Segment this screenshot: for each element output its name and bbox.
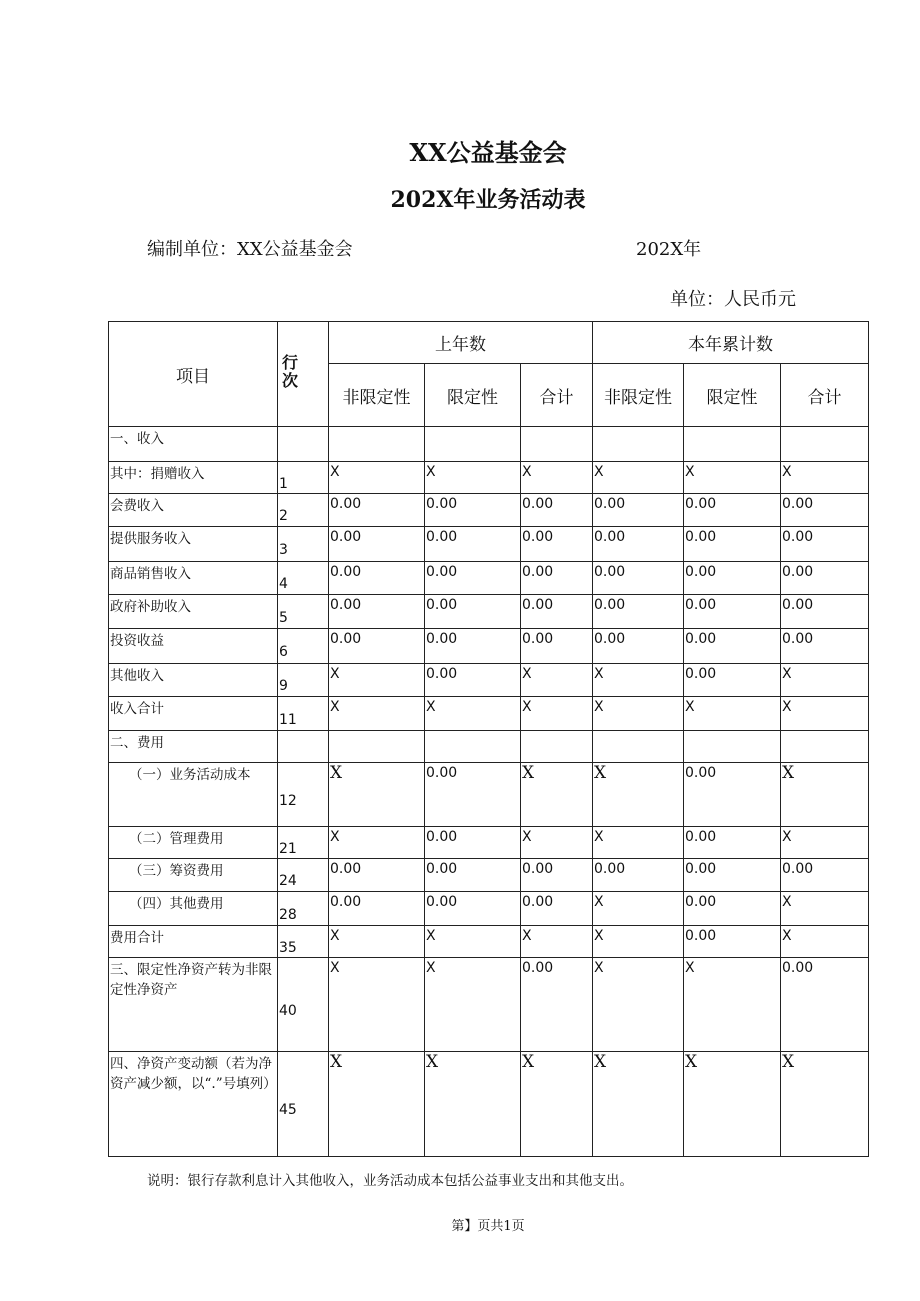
- header-row-no: [278, 322, 329, 427]
- table-row: [109, 629, 869, 664]
- value-cell: 0.00: [593, 494, 684, 527]
- value-cell: X: [425, 926, 521, 958]
- table-row: [109, 926, 869, 958]
- value-cell: 0.00: [593, 629, 684, 664]
- row-item-label: 会费收入: [109, 494, 278, 527]
- value-cell: X: [425, 1052, 521, 1157]
- row-item-label: 其中：捐赠收入: [109, 462, 278, 494]
- row-number: 24: [278, 859, 329, 892]
- value-cell: [329, 427, 425, 462]
- value-cell: X: [781, 827, 869, 859]
- value-cell: 0.00: [425, 892, 521, 926]
- header-prior-restricted: 限定性: [425, 364, 521, 427]
- report-title: 202X年业务活动表: [390, 187, 586, 213]
- value-cell: 0.00: [684, 763, 781, 827]
- value-cell: X: [593, 763, 684, 827]
- value-cell: X: [781, 763, 869, 827]
- row-item-label: 政府补助收入: [109, 595, 278, 629]
- table-row: [109, 859, 869, 892]
- value-cell: 0.00: [425, 859, 521, 892]
- value-cell: 0.00: [425, 527, 521, 562]
- value-cell: 0.00: [425, 595, 521, 629]
- value-cell: X: [781, 1052, 869, 1157]
- value-cell: X: [521, 827, 593, 859]
- value-cell: 0.00: [593, 859, 684, 892]
- value-cell: 0.00: [593, 595, 684, 629]
- row-number: 2: [278, 494, 329, 527]
- header-current-total: 合计: [781, 364, 869, 427]
- row-item-label: 其他收入: [109, 664, 278, 697]
- row-item-label: 投资收益: [109, 629, 278, 664]
- value-cell: 0.00: [425, 827, 521, 859]
- value-cell: 0.00: [521, 958, 593, 1052]
- value-cell: [684, 731, 781, 763]
- header-prior-unrestricted: 非限定性: [329, 364, 425, 427]
- value-cell: X: [593, 958, 684, 1052]
- value-cell: [684, 427, 781, 462]
- value-cell: 0.00: [425, 664, 521, 697]
- row-number: 45: [278, 1052, 329, 1157]
- value-cell: X: [329, 664, 425, 697]
- value-cell: X: [781, 697, 869, 731]
- table-row: [109, 731, 869, 763]
- value-cell: 0.00: [781, 629, 869, 664]
- row-item-label: （二）管理费用: [109, 827, 278, 859]
- header-item: 项目: [109, 322, 278, 427]
- value-cell: X: [521, 664, 593, 697]
- value-cell: X: [593, 1052, 684, 1157]
- value-cell: X: [684, 697, 781, 731]
- value-cell: 0.00: [329, 527, 425, 562]
- value-cell: 0.00: [329, 629, 425, 664]
- value-cell: X: [329, 1052, 425, 1157]
- value-cell: 0.00: [781, 562, 869, 595]
- value-cell: X: [684, 958, 781, 1052]
- table-row: [109, 892, 869, 926]
- value-cell: 0.00: [781, 527, 869, 562]
- value-cell: [425, 731, 521, 763]
- row-number: 5: [278, 595, 329, 629]
- activity-table: [108, 321, 869, 1157]
- header-current-restricted: 限定性: [684, 364, 781, 427]
- value-cell: 0.00: [684, 827, 781, 859]
- value-cell: 0.00: [593, 562, 684, 595]
- table-row: [109, 494, 869, 527]
- value-cell: X: [521, 697, 593, 731]
- value-cell: 0.00: [684, 664, 781, 697]
- value-cell: X: [329, 958, 425, 1052]
- row-item-label: 一、收入: [109, 427, 278, 462]
- value-cell: X: [329, 462, 425, 494]
- value-cell: 0.00: [781, 494, 869, 527]
- value-cell: [593, 427, 684, 462]
- value-cell: 0.00: [684, 859, 781, 892]
- row-number: 35: [278, 926, 329, 958]
- header-current-year: 本年累计数: [593, 322, 869, 364]
- value-cell: 0.00: [329, 859, 425, 892]
- value-cell: 0.00: [781, 595, 869, 629]
- value-cell: X: [781, 926, 869, 958]
- value-cell: 0.00: [684, 527, 781, 562]
- value-cell: 0.00: [684, 926, 781, 958]
- value-cell: 0.00: [521, 892, 593, 926]
- value-cell: X: [593, 892, 684, 926]
- value-cell: X: [593, 926, 684, 958]
- value-cell: X: [425, 697, 521, 731]
- value-cell: 0.00: [329, 494, 425, 527]
- row-item-label: 收入合计: [109, 697, 278, 731]
- value-cell: X: [781, 664, 869, 697]
- row-number: 9: [278, 664, 329, 697]
- value-cell: 0.00: [425, 562, 521, 595]
- value-cell: [781, 427, 869, 462]
- value-cell: X: [593, 827, 684, 859]
- value-cell: 0.00: [684, 562, 781, 595]
- value-cell: X: [329, 827, 425, 859]
- value-cell: 0.00: [684, 629, 781, 664]
- value-cell: X: [521, 1052, 593, 1157]
- value-cell: [593, 731, 684, 763]
- row-number: 11: [278, 697, 329, 731]
- value-cell: 0.00: [684, 892, 781, 926]
- row-item-label: 三、限定性净资产转为非限定性净资产: [109, 958, 278, 1052]
- value-cell: 0.00: [593, 527, 684, 562]
- value-cell: 0.00: [425, 763, 521, 827]
- value-cell: X: [425, 958, 521, 1052]
- value-cell: 0.00: [329, 892, 425, 926]
- value-cell: [781, 731, 869, 763]
- value-cell: X: [521, 462, 593, 494]
- header-prior-year: 上年数: [329, 322, 593, 364]
- value-cell: X: [781, 462, 869, 494]
- value-cell: 0.00: [329, 595, 425, 629]
- footnote: 说明：银行存款利息计入其他收入，业务活动成本包括公益事业支出和其他支出。: [147, 1173, 633, 1189]
- report-year: 202X年: [636, 239, 702, 260]
- value-cell: X: [521, 763, 593, 827]
- header-current-unrestricted: 非限定性: [593, 364, 684, 427]
- currency-unit: 单位：人民币元: [670, 289, 796, 310]
- value-cell: X: [781, 892, 869, 926]
- table-row: [109, 827, 869, 859]
- table-row: [109, 958, 869, 1052]
- table-row: [109, 1052, 869, 1157]
- table-row: [109, 462, 869, 494]
- value-cell: X: [425, 462, 521, 494]
- row-number: 12: [278, 763, 329, 827]
- table-row: [109, 595, 869, 629]
- page-number: 第】页共1页: [451, 1219, 525, 1234]
- value-cell: X: [684, 462, 781, 494]
- row-item-label: 提供服务收入: [109, 527, 278, 562]
- report-org-title: XX公益基金会: [409, 138, 567, 167]
- table-row: [109, 427, 869, 462]
- value-cell: X: [684, 1052, 781, 1157]
- value-cell: 0.00: [521, 527, 593, 562]
- value-cell: 0.00: [425, 629, 521, 664]
- row-item-label: 商品销售收入: [109, 562, 278, 595]
- value-cell: 0.00: [684, 595, 781, 629]
- row-item-label: （三）筹资费用: [109, 859, 278, 892]
- row-number: 4: [278, 562, 329, 595]
- row-number: 21: [278, 827, 329, 859]
- value-cell: X: [593, 664, 684, 697]
- row-number: 1: [278, 462, 329, 494]
- value-cell: X: [593, 462, 684, 494]
- row-number: [278, 427, 329, 462]
- row-item-label: （一）业务活动成本: [109, 763, 278, 827]
- row-number: 6: [278, 629, 329, 664]
- table-row: [109, 562, 869, 595]
- value-cell: 0.00: [521, 595, 593, 629]
- row-number: 3: [278, 527, 329, 562]
- value-cell: X: [329, 926, 425, 958]
- row-item-label: 四、净资产变动额（若为净资产减少额，以“.”号填列）: [109, 1052, 278, 1157]
- value-cell: 0.00: [521, 494, 593, 527]
- table-row: [109, 664, 869, 697]
- value-cell: 0.00: [684, 494, 781, 527]
- value-cell: 0.00: [425, 494, 521, 527]
- value-cell: X: [329, 763, 425, 827]
- value-cell: 0.00: [781, 958, 869, 1052]
- table-row: [109, 697, 869, 731]
- header-row-no-text: 行次: [282, 353, 299, 390]
- row-number: 40: [278, 958, 329, 1052]
- value-cell: [521, 427, 593, 462]
- value-cell: 0.00: [521, 562, 593, 595]
- row-item-label: 二、费用: [109, 731, 278, 763]
- value-cell: X: [521, 926, 593, 958]
- value-cell: 0.00: [521, 859, 593, 892]
- value-cell: 0.00: [521, 629, 593, 664]
- value-cell: X: [593, 697, 684, 731]
- value-cell: [425, 427, 521, 462]
- value-cell: 0.00: [329, 562, 425, 595]
- value-cell: 0.00: [781, 859, 869, 892]
- value-cell: X: [329, 697, 425, 731]
- value-cell: [521, 731, 593, 763]
- header-prior-total: 合计: [521, 364, 593, 427]
- value-cell: [329, 731, 425, 763]
- row-number: 28: [278, 892, 329, 926]
- table-row: [109, 763, 869, 827]
- row-item-label: （四）其他费用: [109, 892, 278, 926]
- compiler-unit: 编制单位：XX公益基金会: [147, 239, 353, 260]
- row-number: [278, 731, 329, 763]
- table-row: [109, 527, 869, 562]
- row-item-label: 费用合计: [109, 926, 278, 958]
